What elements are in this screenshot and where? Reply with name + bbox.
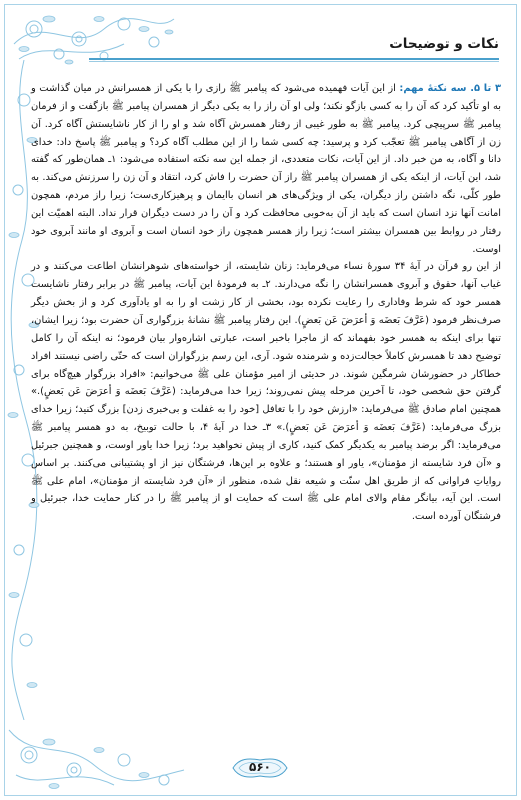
page-header xyxy=(389,33,499,52)
paragraph-lead: ۳ تا ۵. سه نکتۀ مهم: xyxy=(399,83,502,94)
paragraph-body: از این آیات فهمیده می‌شود که پیامبر ﷺ رازی را با یکی از همسرانش در میان گذاشت و به او تأکید کرد که آن را به کسی بازگو نکند؛ ولی او آن راز را به یکی دیگر از همسران پیامبر ﷺ بازگفت و از فرمان پیامبر ﷺ سرپیچی کرد. پیامبر ﷺ به طور غیبی از رفتار همسرش آگاه شد و او را از کار ناشایستش آگاه کرد. آن زن از آگاهی پیامبر ﷺ تعجّب کرد و پرسید: چه کسی شما را از این مطلب آگاه کرد؟ و پیامبر ﷺ پاسخ داد: خدای دانا و آگاه، به من خبر داد. از این آیات، نکات متعددی، از جمله این سه نکته استفاده می‌شود: ۱ـ همان‌طور که گفته شد، این آیات، از اینکه یکی از همسران پیامبر ﷺ راز آن حضرت را فاش کرد، انتقاد و آن زن را سرزنش می‌کند. به طور کلّی، نگه داشتن راز دیگران، یکی از ویژگی‌های هر انسان باایمان و پرهیزکاری‌ست؛ زیرا راز مردم، همچون امانت آنها نزد انسان است که باید از آن به‌خوبی محافظت کرد و آن را در دست دیگران قرار نداد. البته اهمیّت این رفتار در روابط بین همسران بیشتر است؛ زیرا راز همسر همچون راز خود انسان است و آبروی او مانند آبروی خود اوست. xyxy=(31,83,501,255)
paragraph xyxy=(31,80,501,258)
paragraph xyxy=(31,258,501,526)
header-divider xyxy=(89,61,499,62)
page-number: ۵۶۰ xyxy=(249,760,271,774)
header-title: نکات و توضیحات xyxy=(389,36,499,52)
paragraph-body: از این رو قرآن در آیۀ ۳۴ سورۀ نساء می‌فرماید: زنان شایسته، از خواسته‌های شوهرانشان اطاعت می‌کنند و در غیاب آنها، حقوق و آبروی همسرانشان را نگه می‌دارند. ۲ـ به فرمودۀ این آیات، پیامبر ﷺ در برابر رفتار ناشایست همسر خود که شرط وفاداری را رعایت نکرده بود، بخشی از کار زشت او را به او یادآوری کرد و از بخش دیگر صرف‌نظر فرمود (عَرَّفَ بَعضَه وَ أعرَضَ عَن بَعضٍ). این رفتار پیامبر ﷺ نشانۀ بزرگواری آن حضرت بود؛ زیرا ایشان، تنها برای اینکه به همسر خود بفهماند که از ماجرا باخبر است، عبارتی اشاره‌وار بیان فرمود؛ نه اینکه آن را کامل توضیح دهد تا همسرش کاملاً خجالت‌زده و شرمنده شود. آری، این رسم بزرگواران است که حتّی راضی نیستند افراد خطاکار در حضورشان شرمگین شوند. در حدیثی از امیر مؤمنان علی ﷺ می‌خوانیم: «افراد بزرگوار هیچ‌گاه برای گرفتن حق شخصی خود، تا آخرین مرحله پیش نمی‌روند؛ زیرا خدا می‌فرماید: (عَرَّفَ بَعضَه وَ أعرَضَ عَن بَعضٍ).» همچنین امام صادق ﷺ می‌فرماید: «ارزش خود را با تغافل [خود را به غفلت و بی‌خبری زدن] بزرگ کنید؛ زیرا خدای بزرگ می‌فرماید: (عَرَّفَ بَعضَه وَ أعرَضَ عَن بَعضٍ).» ۳ـ خدا در آیۀ ۴، با حالت توبیخ، به دو همسر پیامبر ﷺ می‌فرماید: اگر برضد پیامبر به یکدیگر کمک کنید، کاری از پیش نخواهید برد؛ زیرا خدا یاور اوست، و همچنین جبرئیل و «آن فرد شایسته از مؤمنان»، یاور او هستند؛ و علاوه بر این‌ها، فرشتگان نیز از او پشتیبانی می‌کنند. بر اساس روایاتِ فراوانی که از طریق اهل سنّت و شیعه نقل شده، منظور از «آن فرد شایسته از مؤمنان»، امام علی ﷺ است. این آیه، بیانگر مقام والای امام علی ﷺ است که حمایت او از پیامبر ﷺ را در کنار حمایت خدا، جبرئیل و فرشتگان آورده است. xyxy=(31,261,501,523)
header-divider xyxy=(89,58,499,60)
body-text xyxy=(31,80,501,526)
